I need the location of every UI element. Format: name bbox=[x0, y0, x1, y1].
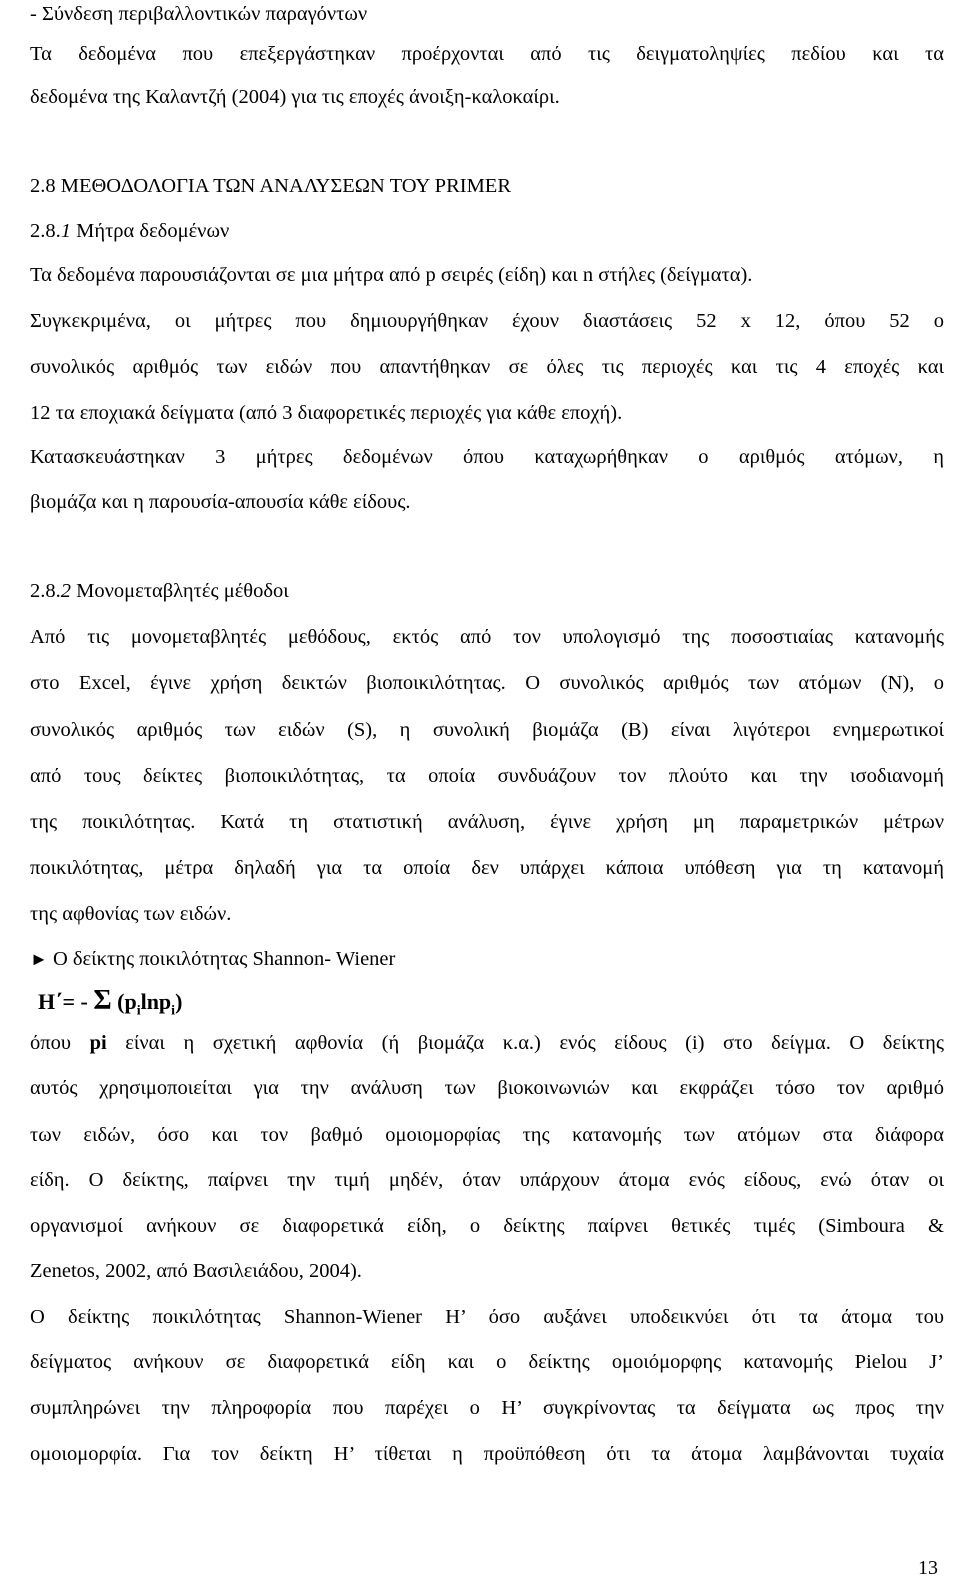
subsection-1-title: 2.8.1 Μήτρα δεδομένων bbox=[30, 220, 230, 242]
sub1-line-6: βιομάζα και η παρουσία-απουσία κάθε είδους. bbox=[30, 491, 411, 513]
subsection-2-title: 2.8.2 Μονομεταβλητές μέθοδοι bbox=[30, 580, 289, 602]
shannon-p1-line-1: όπου pi είναι η σχετική αφθονία (ή βιομάζα κ.α.) ενός είδους (i) στο δείγμα. Ο δείκτης bbox=[30, 1032, 944, 1054]
page-number: 13 bbox=[918, 1557, 938, 1579]
sub2-line-6: ποικιλότητας, μέτρα δηλαδή για τα οποία δεν υπάρχει κάποια υπόθεση για τη κατανομή bbox=[30, 857, 944, 879]
sub1-line-1: Τα δεδομένα παρουσιάζονται σε μια μήτρα από p σειρές (είδη) και n στήλες (δείγματα). bbox=[30, 264, 753, 286]
shannon-p2-line-3: συμπληρώνει την πληροφορία που παρέχει ο H’ συγκρίνοντας τα δείγματα ως προς την bbox=[30, 1397, 944, 1419]
shannon-p1-line-2: αυτός χρησιμοποιείται για την ανάλυση των βιοκοινωνιών και εκφράζει τόσο τον αριθμό bbox=[30, 1077, 944, 1099]
sub1-line-2: Συγκεκριμένα, οι μήτρες που δημιουργήθηκαν έχουν διαστάσεις 52 x 12, όπου 52 ο bbox=[30, 310, 944, 332]
shannon-p1-line-4: είδη. Ο δείκτης, παίρνει την τιμή μηδέν, όταν υπάρχουν άτομα ενός είδους, ενώ όταν οι bbox=[30, 1169, 944, 1191]
shannon-heading: ► Ο δείκτης ποικιλότητας Shannon- Wiener bbox=[30, 948, 396, 970]
right-triangle-icon: ► bbox=[30, 949, 48, 969]
sub1-line-4: 12 τα εποχιακά δείγματα (από 3 διαφορετικές περιοχές για κάθε εποχή). bbox=[30, 402, 623, 424]
sub2-line-1: Από τις μονομεταβλητές μεθόδους, εκτός από τον υπολογισμό της ποσοστιαίας κατανομής bbox=[30, 626, 944, 648]
intro-line-1: Τα δεδομένα που επεξεργάστηκαν προέρχονται από τις δειγματοληψίες πεδίου και τα bbox=[30, 43, 944, 65]
sub2-line-4: από τους δείκτες βιοποικιλότητας, τα οποία συνδυάζουν τον πλούτο και την ισοδιανομή bbox=[30, 765, 944, 787]
sub2-line-7: της αφθονίας των ειδών. bbox=[30, 903, 232, 925]
shannon-p1-line-3: των ειδών, όσο και τον βαθμό ομοιομορφίας της κατανομής των ατόμων στα διάφορα bbox=[30, 1124, 944, 1146]
shannon-p2-line-4: ομοιομορφία. Για τον δείκτη H’ τίθεται η προϋπόθεση ότι τα άτομα λαμβάνονται τυχαία bbox=[30, 1443, 944, 1465]
sub1-line-3: συνολικός αριθμός των ειδών που απαντήθηκαν σε όλες τις περιοχές και τις 4 εποχές και bbox=[30, 356, 944, 378]
shannon-p2-line-2: δείγματος ανήκουν σε διαφορετικά είδη και ο δείκτης ομοιόμορφης κατανομής Pielou J’ bbox=[30, 1351, 944, 1373]
sub1-line-5: Κατασκευάστηκαν 3 μήτρες δεδομένων όπου καταχωρήθηκαν ο αριθμός ατόμων, η bbox=[30, 446, 944, 468]
sub2-line-2: στο Excel, έγινε χρήση δεικτών βιοποικιλότητας. Ο συνολικός αριθμός των ατόμων (Ν), ο bbox=[30, 672, 944, 694]
shannon-formula: H΄= - Σ $(p_i\ln p_i)$ bbox=[38, 985, 183, 1019]
shannon-p2-line-1: Ο δείκτης ποικιλότητας Shannon-Wiener H’ όσο αυξάνει υποδεικνύει ότι τα άτομα του bbox=[30, 1306, 944, 1328]
sub2-line-3: συνολικός αριθμός των ειδών (S), η συνολική βιομάζα (Β) είναι λιγότεροι ενημερωτικοί bbox=[30, 719, 944, 741]
shannon-p1-line-6: Zenetos, 2002, από Βασιλειάδου, 2004). bbox=[30, 1260, 362, 1282]
intro-line-2: δεδομένα της Καλαντζή (2004) για τις εποχές άνοιξη-καλοκαίρι. bbox=[30, 86, 560, 108]
bullet-line: - Σύνδεση περιβαλλοντικών παραγόντων bbox=[30, 3, 368, 25]
shannon-p1-line-5: οργανισμοί ανήκουν σε διαφορετικά είδη, ο δείκτης παίρνει θετικές τιμές (Simboura & bbox=[30, 1215, 944, 1237]
sub2-line-5: της ποικιλότητας. Κατά τη στατιστική ανάλυση, έγινε χρήση μη παραμετρικών μέτρων bbox=[30, 811, 944, 833]
section-title: 2.8 ΜΕΘΟΔΟΛΟΓΙΑ ΤΩΝ ΑΝΑΛΥΣΕΩΝ ΤΟΥ PRIMER bbox=[30, 175, 511, 197]
